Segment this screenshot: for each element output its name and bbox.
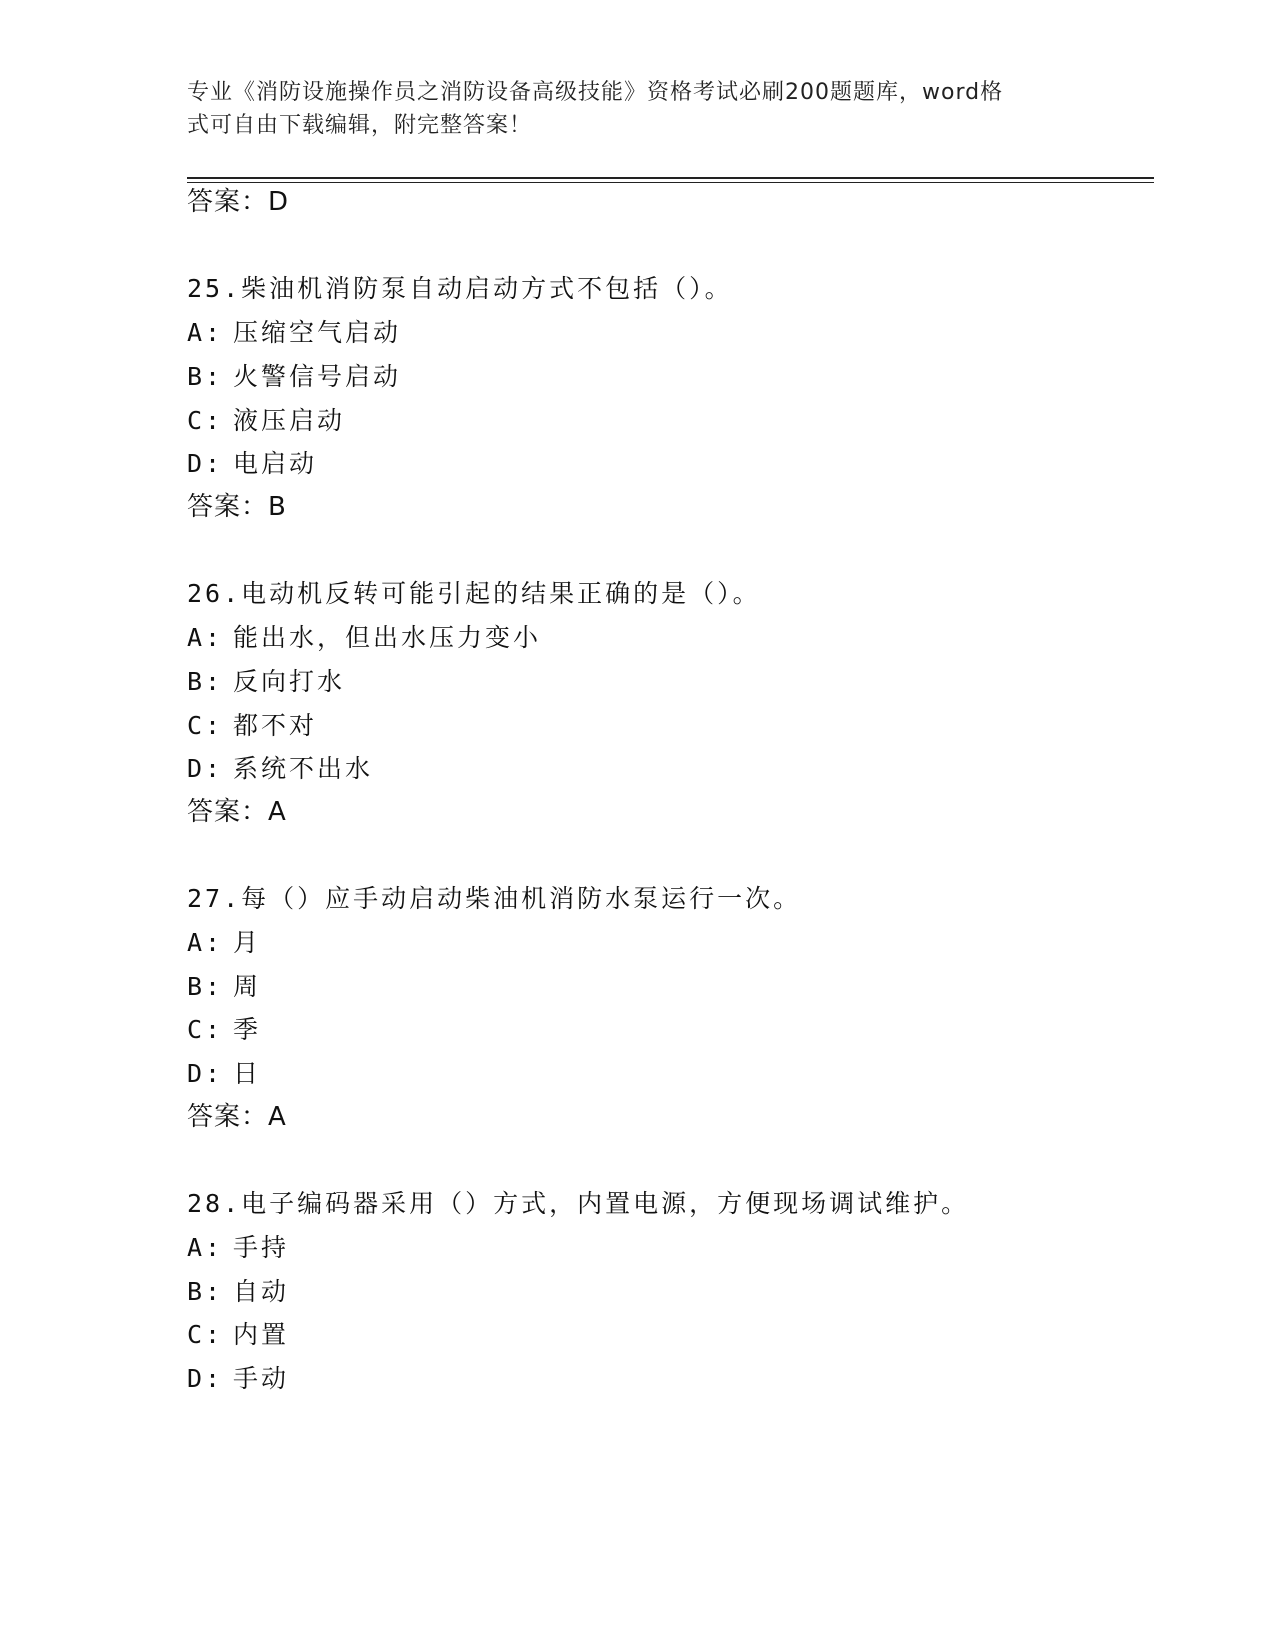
question-28-option-c — [187, 1319, 289, 1351]
option-label: A: — [187, 318, 224, 347]
option-text: 都不对 — [233, 711, 318, 740]
question-26-option-d — [187, 753, 373, 785]
question-25-answer: 答案：B — [187, 492, 287, 522]
question-25-stem: 25.柴油机消防泵自动启动方式不包括（）。 — [187, 274, 733, 303]
question-27-option-a — [187, 927, 261, 959]
question-28-option-a — [187, 1232, 289, 1264]
header-divider-thick — [187, 177, 1154, 179]
option-text: 手动 — [233, 1364, 290, 1393]
option-label: D: — [187, 754, 224, 783]
option-label: D: — [187, 449, 224, 478]
option-label: A: — [187, 623, 224, 652]
option-text: 周 — [233, 972, 262, 1001]
question-27-stem: 27.每（）应手动启动柴油机消防水泵运行一次。 — [187, 884, 802, 913]
question-25-option-d — [187, 448, 317, 480]
option-label: C: — [187, 711, 224, 740]
question-28-option-b — [187, 1276, 289, 1308]
option-text: 压缩空气启动 — [233, 318, 402, 347]
question-26-stem: 26.电动机反转可能引起的结果正确的是（）。 — [187, 579, 761, 608]
option-text: 手持 — [233, 1233, 290, 1262]
option-text: 内置 — [233, 1320, 290, 1349]
option-label: A: — [187, 928, 224, 957]
question-28-option-d — [187, 1363, 289, 1395]
option-text: 季 — [233, 1015, 262, 1044]
option-label: D: — [187, 1059, 224, 1088]
option-text: 自动 — [233, 1277, 290, 1306]
option-label: A: — [187, 1233, 224, 1262]
option-label: D: — [187, 1364, 224, 1393]
question-26-option-a — [187, 622, 541, 654]
question-26-option-c — [187, 710, 317, 742]
header-line-1: 专业《消防设施操作员之消防设备高级技能》资格考试必刷200题题库，word格 — [187, 80, 1004, 105]
option-text: 火警信号启动 — [233, 362, 402, 391]
option-text: 日 — [233, 1059, 262, 1088]
question-25-option-b — [187, 361, 401, 393]
previous-answer: 答案：D — [187, 187, 290, 217]
option-text: 反向打水 — [233, 667, 346, 696]
option-text: 能出水，但出水压力变小 — [233, 623, 542, 652]
option-label: B: — [187, 362, 224, 391]
question-27-answer: 答案：A — [187, 1102, 287, 1132]
question-26-answer: 答案：A — [187, 797, 287, 827]
option-label: B: — [187, 972, 224, 1001]
question-27-option-b — [187, 971, 261, 1003]
option-label: C: — [187, 406, 224, 435]
option-label: B: — [187, 667, 224, 696]
option-label: C: — [187, 1015, 224, 1044]
header-divider-thin — [187, 182, 1154, 183]
question-25-option-a — [187, 317, 401, 349]
option-text: 系统不出水 — [233, 754, 374, 783]
question-28-stem: 28.电子编码器采用（）方式，内置电源，方便现场调试维护。 — [187, 1189, 970, 1218]
question-27-option-d — [187, 1058, 261, 1090]
option-label: C: — [187, 1320, 224, 1349]
option-label: B: — [187, 1277, 224, 1306]
question-25-option-c — [187, 405, 345, 437]
question-26-option-b — [187, 666, 345, 698]
header-line-2: 式可自由下载编辑，附完整答案！ — [187, 113, 533, 138]
option-text: 电启动 — [233, 449, 318, 478]
question-27-option-c — [187, 1014, 261, 1046]
option-text: 液压启动 — [233, 406, 346, 435]
option-text: 月 — [233, 928, 262, 957]
document-header — [187, 76, 1087, 142]
